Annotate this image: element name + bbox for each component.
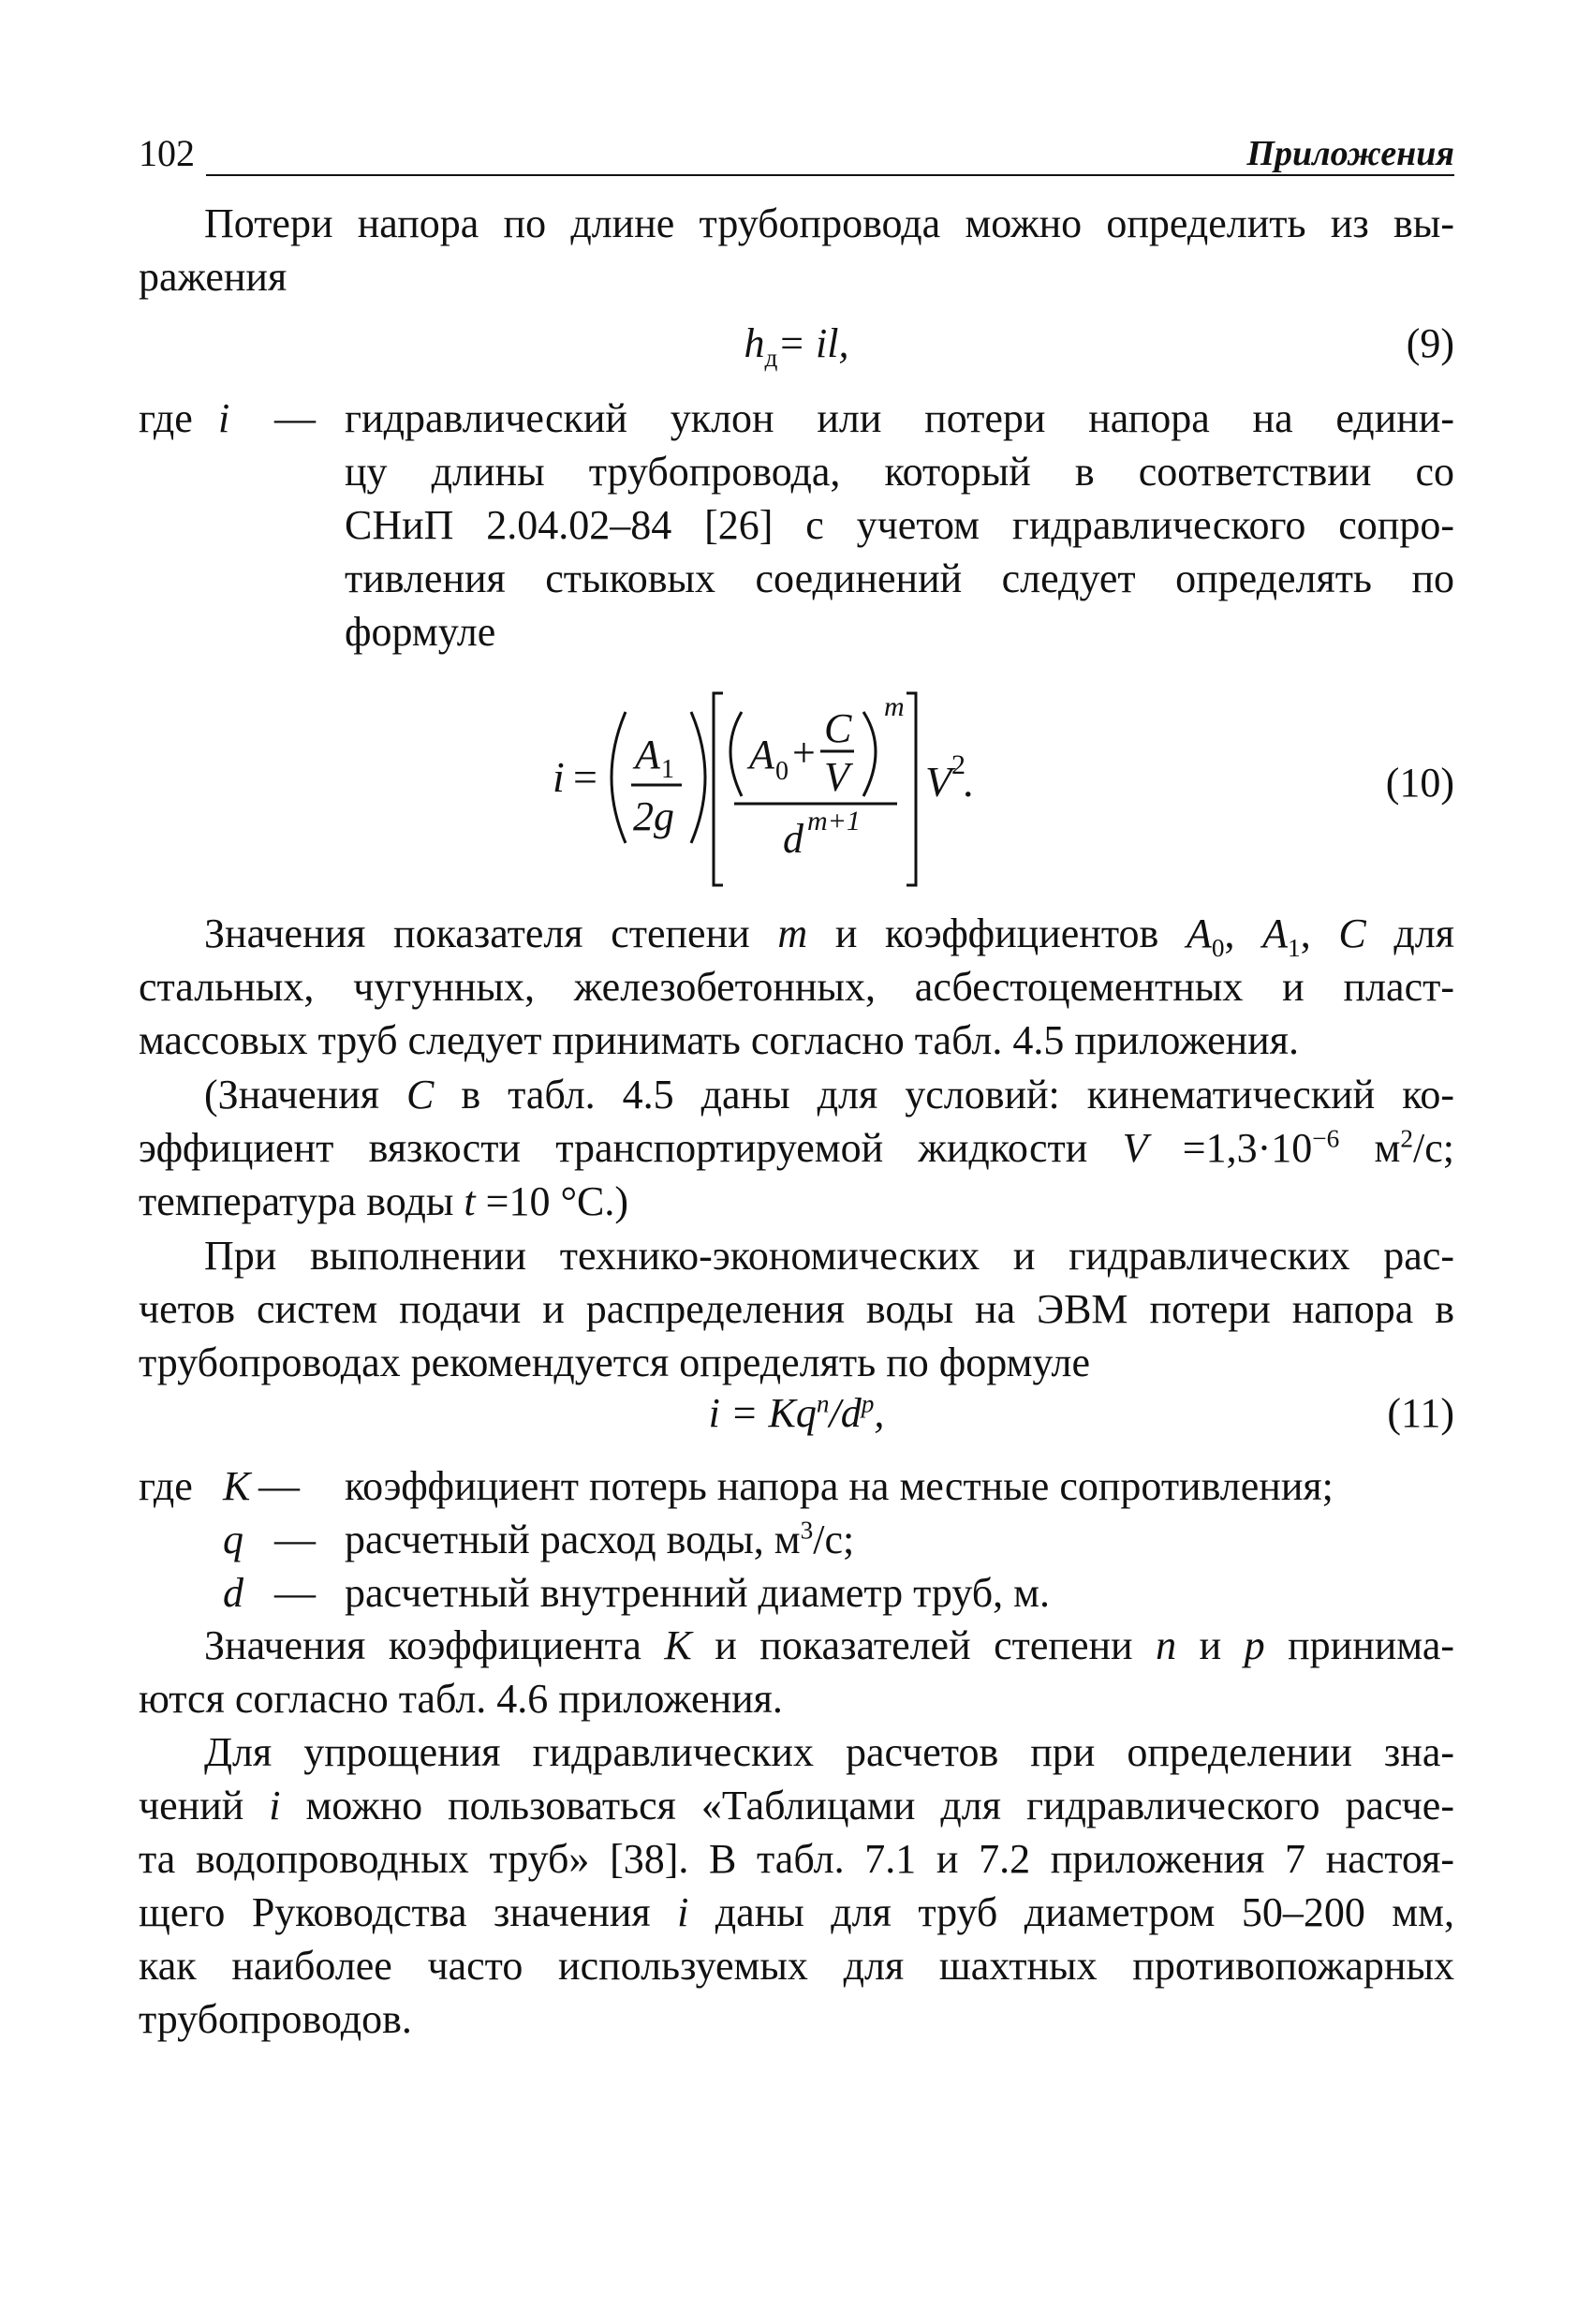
equation-9: [139, 317, 1454, 373]
symbol-K: K: [223, 1463, 251, 1509]
where-label: где: [139, 395, 193, 441]
definition-row: [139, 1459, 1454, 1513]
where-label: где: [139, 1463, 193, 1509]
text-line: эффициент вязкости транспортируемой жидкости $V =1,3\cdot 10^{-6}$ $м^2/с$;: [139, 1124, 1455, 1171]
text-line: формуле: [345, 609, 496, 655]
page-number: 102: [139, 132, 195, 174]
text-line: как наиболее часто используемых для шахтных противопожарных: [139, 1943, 1454, 1989]
equation-11-number: (11): [1387, 1390, 1454, 1436]
eq10-2g: 2g: [633, 793, 674, 839]
text-line: тивления стыковых соединений следует определять по: [345, 555, 1454, 601]
eq10-V: V: [824, 754, 849, 800]
section-title: Приложения: [1246, 134, 1454, 173]
equation-9-body: $h_д=$ il,: [744, 320, 849, 372]
definition-dash: —: [258, 1463, 300, 1509]
text-line: стальных, чугунных, железобетонных, асбестоцементных и пласт-: [139, 964, 1454, 1010]
symbol-q: q: [223, 1517, 243, 1562]
text-line: массовых труб следует принимать согласно табл. 4.5 приложения.: [139, 1017, 1299, 1063]
paren-right-2: [863, 712, 876, 796]
definitions-k-q-d: [139, 1459, 1454, 1628]
eq10-A0: A: [749, 732, 774, 777]
eq10-d: d: [783, 816, 803, 862]
paragraph-viscosity-note: [139, 1068, 1454, 1228]
paren-left-1: [612, 712, 626, 843]
text-line: четов систем подачи и распределения воды на ЭВМ потери напора в: [139, 1286, 1454, 1332]
text-line: трубопроводах рекомендуется определять по формуле: [139, 1340, 1090, 1385]
eq10-plus: +: [792, 730, 816, 776]
text-line: ются согласно табл. 4.6 приложения.: [139, 1676, 783, 1722]
definition-text: расчетный внутренний диаметр труб, м.: [345, 1570, 1050, 1616]
definition-text: расчетный расход воды, $м^3/с$;: [345, 1516, 855, 1562]
definition-text: коэффициент потерь напора на местные сопротивления;: [345, 1463, 1334, 1509]
equation-11-body: $i = Kq^n/d^p$,: [708, 1389, 885, 1436]
running-header: [139, 131, 1454, 178]
symbol-d: d: [223, 1570, 243, 1616]
eq10-lhs: i: [553, 753, 565, 801]
text-line: чений i можно пользоваться «Таблицами для гидравлического расче-: [139, 1783, 1454, 1828]
text-line: та водопроводных труб» [38]. В табл. 7.1 и 7.2 приложения 7 настоя-: [139, 1836, 1454, 1882]
paren-right-1: [691, 712, 705, 843]
text-line: При выполнении технико-экономических и гидравлических рас-: [204, 1233, 1454, 1279]
text-line: температура воды t =10 °С.): [139, 1178, 629, 1224]
paragraph-table-4-6: [139, 1619, 1454, 1725]
definition-dash: —: [274, 395, 316, 441]
eq10-A0-sub: 0: [775, 757, 789, 786]
definition-row: [139, 1566, 1454, 1620]
eq10-V2-exp: 2: [951, 749, 966, 780]
paragraph-coefficients: [139, 907, 1454, 1067]
eq10-equals: =: [573, 753, 597, 801]
symbol-i: i: [218, 395, 230, 441]
bracket-left: [714, 693, 723, 885]
eq10-A1: A: [635, 732, 660, 777]
equation-11: [139, 1386, 1454, 1443]
definition-i-text: [345, 392, 1454, 659]
text-line: (Значения C в табл. 4.5 даны для условий: кинематический ко-: [204, 1072, 1455, 1118]
text-line: трубопроводов.: [139, 1996, 412, 2042]
equation-9-number: (9): [1406, 320, 1454, 366]
eq10-dot: .: [963, 758, 974, 806]
paragraph-head-loss-intro: [139, 197, 1454, 303]
eq10-V2: V: [925, 758, 952, 806]
text-line: гидравлический уклон или потери напора на едини-: [345, 395, 1454, 441]
paragraph-computer-calc: [139, 1229, 1454, 1389]
eq10-d-exp: m+1: [807, 806, 861, 836]
header-rule: [206, 174, 1454, 176]
paragraph-simplified-calc: [139, 1725, 1454, 2046]
text-line: СНиП 2.04.02–84 [26] с учетом гидравлического сопро-: [345, 502, 1454, 548]
text-line: Значения коэффициента K и показателей степени n и p принима-: [204, 1622, 1455, 1668]
definition-row: [139, 1513, 1454, 1566]
eq10-number: (10): [1385, 760, 1454, 806]
text-line: цу длины трубопровода, который в соответствии со: [345, 449, 1454, 495]
eq10-m: m: [884, 691, 905, 722]
definition-i: [139, 392, 1454, 663]
paren-left-2: [730, 712, 742, 796]
eq10-A1-sub: 1: [661, 755, 674, 784]
definition-dash: —: [274, 1517, 316, 1562]
text-line: щего Руководства значения i даны для труб диаметром 50–200 мм,: [139, 1889, 1454, 1935]
text-line: Потери напора по длине трубопровода можно определить из вы-: [204, 200, 1454, 246]
equation-10: [524, 674, 1461, 890]
text-line: Значения показателя степени m и коэффициентов $A_0$, $A_1$, C для: [204, 910, 1454, 962]
text-line: ражения: [139, 254, 287, 300]
text-line: Для упрощения гидравлических расчетов при определении зна-: [204, 1729, 1454, 1775]
bracket-right: [907, 693, 916, 885]
definition-dash: —: [274, 1570, 316, 1616]
eq10-C: C: [824, 705, 852, 751]
